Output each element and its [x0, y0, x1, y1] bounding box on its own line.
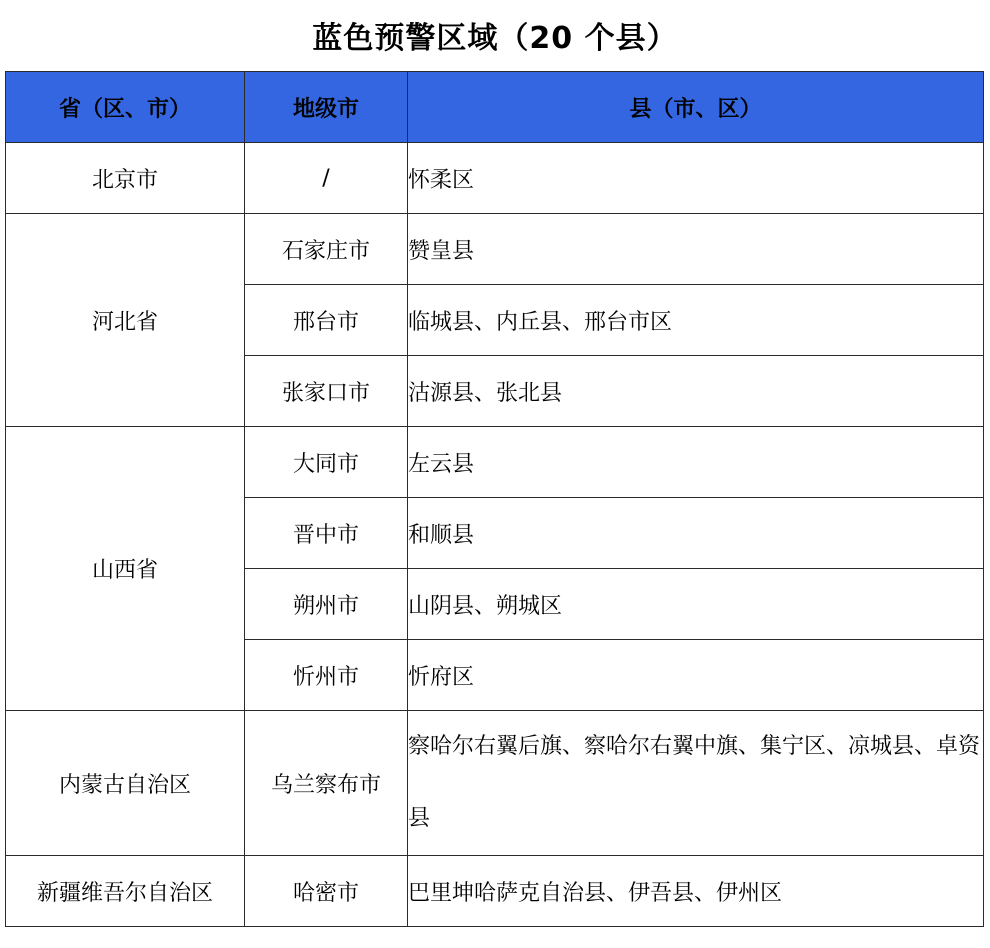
- county-cell: 山阴县、朔城区: [408, 569, 984, 640]
- county-cell: 察哈尔右翼后旗、察哈尔右翼中旗、集宁区、凉城县、卓资县: [408, 711, 984, 856]
- city-cell: 忻州市: [245, 640, 408, 711]
- city-cell: /: [245, 143, 408, 214]
- header-province: 省（区、市）: [6, 72, 245, 143]
- table-row: [6, 143, 984, 214]
- city-cell: 哈密市: [245, 856, 408, 927]
- table-row: [6, 427, 984, 498]
- county-cell: 左云县: [408, 427, 984, 498]
- province-cell: 河北省: [6, 214, 245, 427]
- table-row: [6, 856, 984, 927]
- county-cell: 和顺县: [408, 498, 984, 569]
- table-row: [6, 711, 984, 856]
- county-cell: 临城县、内丘县、邢台市区: [408, 285, 984, 356]
- table-row: [6, 214, 984, 285]
- warning-table: [5, 71, 984, 927]
- province-cell: 北京市: [6, 143, 245, 214]
- province-cell: 内蒙古自治区: [6, 711, 245, 856]
- header-city: 地级市: [245, 72, 408, 143]
- table-header-row: [6, 72, 984, 143]
- city-cell: 晋中市: [245, 498, 408, 569]
- header-county: 县（市、区）: [408, 72, 984, 143]
- city-cell: 邢台市: [245, 285, 408, 356]
- province-cell: 新疆维吾尔自治区: [6, 856, 245, 927]
- city-cell: 大同市: [245, 427, 408, 498]
- city-cell: 张家口市: [245, 356, 408, 427]
- city-cell: 石家庄市: [245, 214, 408, 285]
- county-cell: 怀柔区: [408, 143, 984, 214]
- county-cell: 沽源县、张北县: [408, 356, 984, 427]
- province-cell: 山西省: [6, 427, 245, 711]
- page-title: 蓝色预警区域（20 个县）: [312, 21, 678, 56]
- city-cell: 乌兰察布市: [245, 711, 408, 856]
- county-cell: 巴里坤哈萨克自治县、伊吾县、伊州区: [408, 856, 984, 927]
- county-cell: 赞皇县: [408, 214, 984, 285]
- county-cell: 忻府区: [408, 640, 984, 711]
- city-cell: 朔州市: [245, 569, 408, 640]
